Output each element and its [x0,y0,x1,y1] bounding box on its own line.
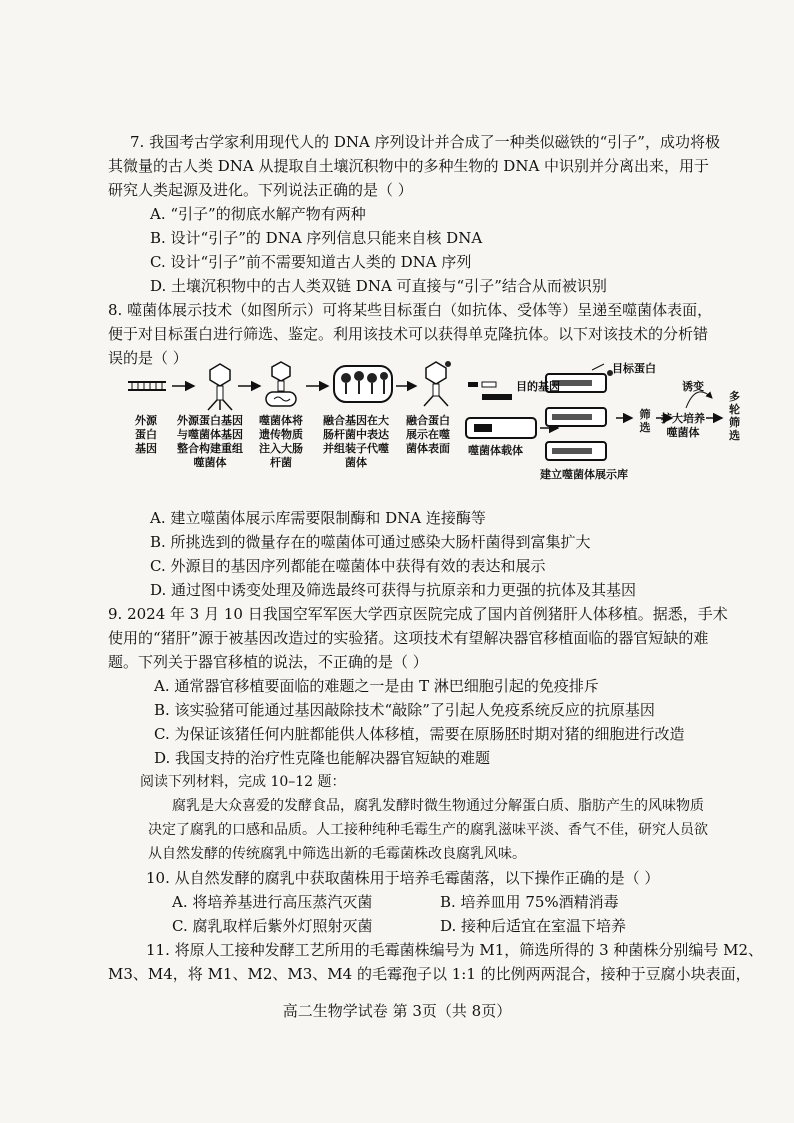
library-icon [546,364,613,460]
vector-icon [466,418,536,438]
page-footer: 高二生物学试卷 第 3页（共 8页） [282,1002,512,1020]
q7-option-c: C. 设计“引子”前不需要知道古人类的 DNA 序列 [150,253,472,271]
q9-option-b: B. 该实验猪可能通过基因敲除技术“敲除”了引起人免疫系统反应的抗原基因 [154,701,655,719]
caption-line: 杆菌 [270,456,292,469]
label-expand [658,412,708,440]
progeny-phage-bacterium-icon [334,366,392,402]
caption-line: 多 [729,390,740,403]
caption-line: 肠杆菌中表达 [323,428,389,441]
q8-option-c: C. 外源目的基因序列都能在噬菌体中获得有效的表达和展示 [150,557,546,575]
q10-option-a: A. 将培养基进行高压蒸汽灭菌 [172,893,373,911]
caption-line: 菌体表面 [406,442,450,455]
q8-stem-line-1: 8. 噬菌体展示技术（如图所示）可将某些目标蛋白（如抗体、受体等）呈递至噬菌体表面， [108,301,713,319]
caption-line: 菌体 [345,456,367,469]
q8-option-b: B. 所挑选到的微量存在的噬菌体可通过感染大肠杆菌得到富集扩大 [150,533,591,551]
display-phage-icon [424,361,451,406]
caption-line: 与噬菌体基因 [177,428,243,441]
label-library: 建立噬菌体展示库 [540,468,628,481]
q7-option-b: B. 设计“引子”的 DNA 序列信息只能来自核 DNA [150,229,483,247]
q9-option-a: A. 通常器官移植要面临的难题之一是由 T 淋巴细胞引起的免疫排斥 [154,677,599,695]
caption-line: 外源蛋白基因 [177,414,243,427]
reading-line-2: 决定了腐乳的口感和品质。人工接种纯种毛霉生产的腐乳滋味平淡、香气不佳，研究人员欲 [148,822,708,838]
caption-line: 融合蛋白 [406,414,450,427]
target-gene-icon [468,382,512,400]
q8-option-d: D. 通过图中诱变处理及筛选最终可获得与抗原亲和力更强的抗体及其基因 [150,581,637,599]
q7-stem-line-1: 7. 我国考古学家利用现代人的 DNA 序列设计并合成了一种类似磁铁的“引子”，成功将极 [130,133,720,151]
caption-line: 蛋白 [135,428,157,441]
q8-stem-line-3: 误的是（ ） [108,349,188,367]
q7-stem-line-3: 研究人类起源及进化。下列说法正确的是（ ） [108,181,413,199]
q9-stem-line-1: 9. 2024 年 3 月 10 日我国空军军医大学西京医院完成了国内首例猪肝人体移植。据悉，手术 [108,605,728,623]
caption-line: 整合构建重组 [177,442,243,455]
q9-option-c: C. 为保证该猪任何内脏都能供人体移植，需要在原肠胚时期对猪的细胞进行改造 [154,725,685,743]
reading-line-3: 从自然发酵的传统腐乳中筛选出新的毛霉菌株改良腐乳风味。 [148,846,526,862]
q11-stem-line-1: 11. 将原人工接种发酵工艺所用的毛霉菌株编号为 M1，筛选所得的 3 种菌株分别编号 M2、 [146,941,764,959]
q11-stem-line-2: M3、M4，将 M1、M2、M3、M4 的毛霉孢子以 1:1 的比例两两混合，接种于豆腐小块表面， [108,965,751,983]
q7-option-d: D. 土壤沉积物中的古人类双链 DNA 可直接与“引子”结合从而被识别 [150,277,607,295]
gene-fragment-icon [128,382,166,390]
caption-line: 并组装子代噬 [323,442,389,455]
caption-line: 注入大肠 [259,442,303,455]
phage-display-diagram [126,360,776,492]
q10-option-c: C. 腐乳取样后紫外灯照射灭菌 [172,917,373,935]
q10-option-d: D. 接种后适宜在室温下培养 [440,917,627,935]
caption-line: 筛 [729,416,740,429]
q7-stem-line-2: 其微量的古人类 DNA 从提取自土壤沉积物中的多种生物的 DNA 中识别并分离出来，用于 [108,157,710,175]
caption-line: 噬菌体 [193,456,227,469]
label-vector: 噬菌体载体 [468,444,523,457]
caption-line: 基因 [135,442,157,455]
label-target-protein: 目标蛋白 [612,362,656,375]
reading-line-1: 腐乳是大众喜爱的发酵食品，腐乳发酵时微生物通过分解蛋白质、脂肪产生的风味物质 [172,798,704,814]
q9-stem-line-3: 题。下列关于器官移植的说法，不正确的是（ ） [108,653,428,671]
q9-option-d: D. 我国支持的治疗性克隆也能解决器官短缺的难题 [154,749,491,767]
label-multi-round [728,390,741,442]
q9-stem-line-2: 使用的“猪肝”源于被基因改造过的实验猪。这项技术有望解决器官移植面临的器官短缺的难 [108,629,709,647]
caption-line: 噬菌体将 [259,414,303,427]
caption-recombinant-phage [172,414,248,470]
caption-line: 外源 [135,414,157,427]
caption-line: 扩大培养 [661,412,705,425]
q10-stem: 10. 从自然发酵的腐乳中获取菌株用于培养毛霉菌落，以下操作正确的是（ ） [146,869,660,887]
label-screen: 筛选 [639,408,651,434]
caption-line: 轮 [729,403,740,416]
phage-icon [208,364,232,410]
caption-line: 展示在噬 [406,428,450,441]
label-target-gene: 目的基因 [516,380,560,393]
q10-option-b: B. 培养皿用 75%酒精消毒 [440,893,619,911]
q8-stem-line-2: 便于对目标蛋白进行筛选、鉴定。利用该技术可以获得单克隆抗体。以下对该技术的分析错 [108,325,709,343]
caption-exogenous-gene [126,414,166,456]
q7-option-a: A. “引子”的彻底水解产物有两种 [150,205,366,223]
caption-line: 选 [729,429,740,442]
label-mutate: 诱变 [682,380,704,393]
caption-line: 融合基因在大 [323,414,389,427]
caption-display [400,414,456,456]
reading-intro: 阅读下列材料，完成 10–12 题： [140,774,346,790]
caption-line: 遗传物质 [259,428,303,441]
caption-expression [314,414,398,470]
caption-line: 噬菌体 [666,426,700,439]
q8-option-a: A. 建立噬菌体展示库需要限制酶和 DNA 连接酶等 [150,509,486,527]
infecting-phage-icon [266,362,296,406]
caption-injection [252,414,310,470]
